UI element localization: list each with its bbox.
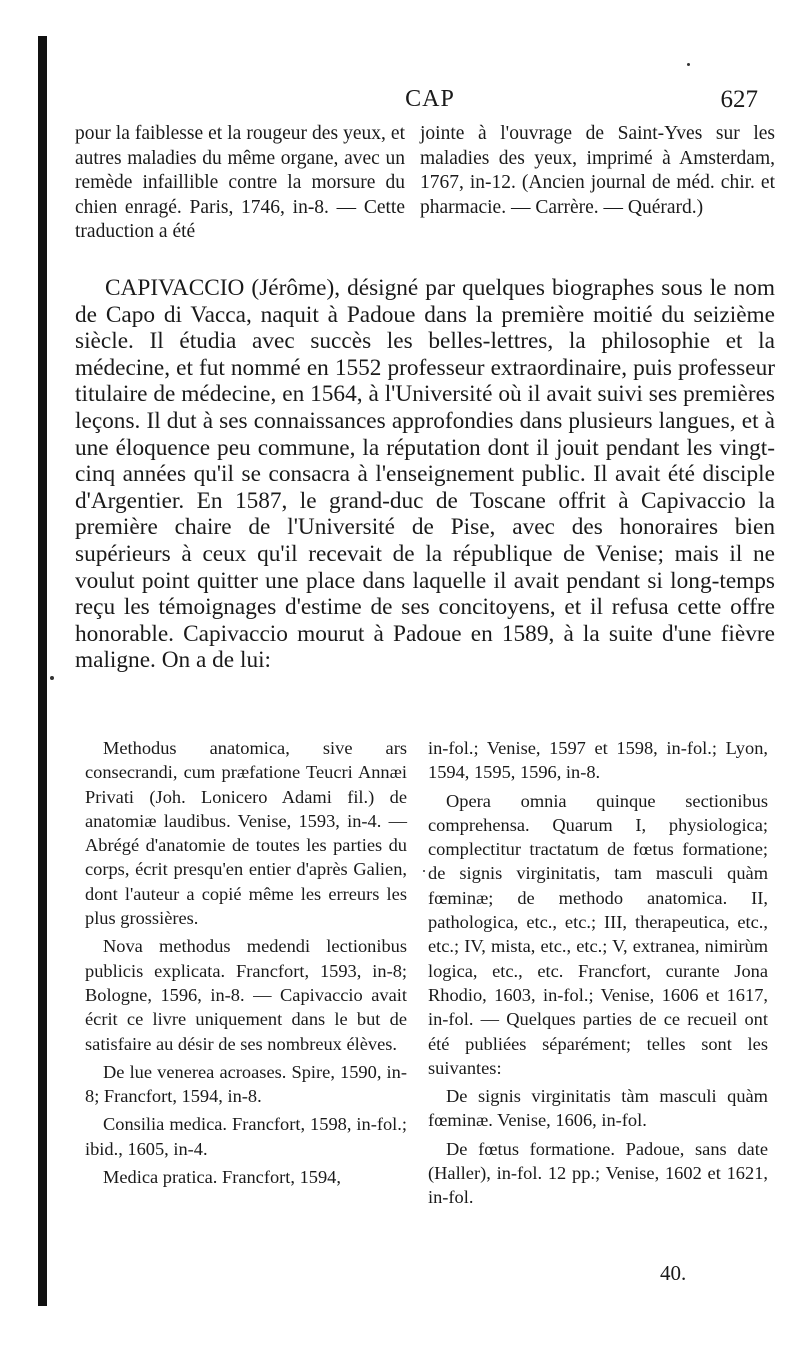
running-head: CAP bbox=[405, 86, 455, 112]
page-number: 627 bbox=[720, 86, 758, 113]
article-body: CAPIVACCIO (Jérôme), désigné par quelques biographes sous le nom de Capo di Vacca, naquit à Padoue dans la première moitié du seizième siècle. Il étudia avec succès les belles-lettres, la philosophie et la médecine, et fut nommé en 1552 professeur extraordinaire, puis professeur titulaire de médecine, en 1564, à l'Université où il avait suivi ses premières leçons. Il dut à ses connaissances approfondies dans plusieurs langues, et à une éloquence peu commune, la réputation dont il jouit pendant les vingt-cinq années qu'il se consacra à l'enseignement public. Il avait été disciple d'Argentier. En 1587, le grand-duc de Toscane offrit à Capivaccio la première chaire de l'Université de Pise, avec des honoraires bien supérieurs à ceux qu'il recevait de la république de Venise; mais il ne voulut point quitter une place dans laquelle il avait pendant si long-temps reçu les témoignages d'estime de ses concitoyens, et il refusa cette offre honorable. Capivaccio mourut à Padoue en 1589, à la suite d'une fièvre maligne. On a de lui: bbox=[75, 275, 775, 674]
continued-text-right: jointe à l'ouvrage de Saint-Yves sur les maladies des yeux, imprimé à Amsterdam, 1767, in-12. (Ancien journal de méd. chir. et pharmacie. — Carrère. — Quérard.) bbox=[420, 123, 775, 218]
bib-entry: Opera omnia quinque sectionibus comprehensa. Quarum I, physiologica; complectitur tractatum de fœtus formatione; de signis virginitatis, tam masculi quàm fœminæ; de methodo anatomica. II, pathologica, etc., etc.; III, therapeutica, etc., etc.; IV, mista, etc., etc.; V, extranea, nimirùm logica, etc., etc. Francfort, curante Jona Rhodio, 1603, in-fol.; Venise, 1606 et 1617, in-fol. — Quelques parties de ce recueil ont été publiées séparément; telles sont les suivantes: bbox=[428, 790, 768, 1078]
bib-entry-continued: in-fol.; Venise, 1597 et 1598, in-fol.; Lyon, 1594, 1595, 1596, in-8. bbox=[428, 738, 768, 783]
bibliography-right-column bbox=[428, 736, 768, 1214]
bib-entry: De lue venerea acroases. Spire, 1590, in-8; Francfort, 1594, in-8. bbox=[85, 1061, 407, 1107]
bib-entry: Methodus anatomica, sive ars consecrandi, cum præfatione Teucri Annæi Privati (Joh. Lonicero Adami fil.) de anatomiæ laudibus. Venise, 1593, in-4. — Abrégé d'anatomie de toutes les parties du corps, écrit presqu'en entier d'après Galien, dont l'auteur a copié même les erreurs les plus grossières. bbox=[85, 738, 407, 929]
page-header bbox=[90, 86, 770, 116]
bibliography-left-column bbox=[85, 736, 407, 1193]
bib-entry: Medica pratica. Francfort, 1594, bbox=[103, 1167, 341, 1188]
ink-speck bbox=[687, 63, 690, 66]
ink-speck bbox=[50, 676, 54, 680]
bib-entry: Consilia medica. Francfort, 1598, in-fol.; ibid., 1605, in-4. bbox=[85, 1114, 407, 1159]
article-capivaccio bbox=[75, 275, 775, 674]
bib-entry: De fœtus formatione. Padoue, sans date (Haller), in-fol. 12 pp.; Venise, 1602 et 1621, in-fol. bbox=[428, 1138, 768, 1208]
page-binding-edge bbox=[38, 36, 47, 1306]
bib-entry: De signis virginitatis tàm masculi quàm fœminæ. Venise, 1606, in-fol. bbox=[428, 1086, 768, 1131]
signature-mark: 40. bbox=[660, 1261, 687, 1285]
ink-speck bbox=[423, 870, 425, 872]
continued-text-left: pour la faiblesse et la rougeur des yeux, et autres maladies du même organe, avec un remède infaillible contre la morsure du chien enragé. Paris, 1746, in-8. — Cette traduction a été bbox=[75, 123, 405, 243]
bib-entry: Nova methodus medendi lectionibus publicis explicata. Francfort, 1593, in-8; Bologne, 1596, in-8. — Capivaccio avait écrit ce livre uniquement dans le but de satisfaire au désir de ses nombreux élèves. bbox=[85, 936, 407, 1054]
